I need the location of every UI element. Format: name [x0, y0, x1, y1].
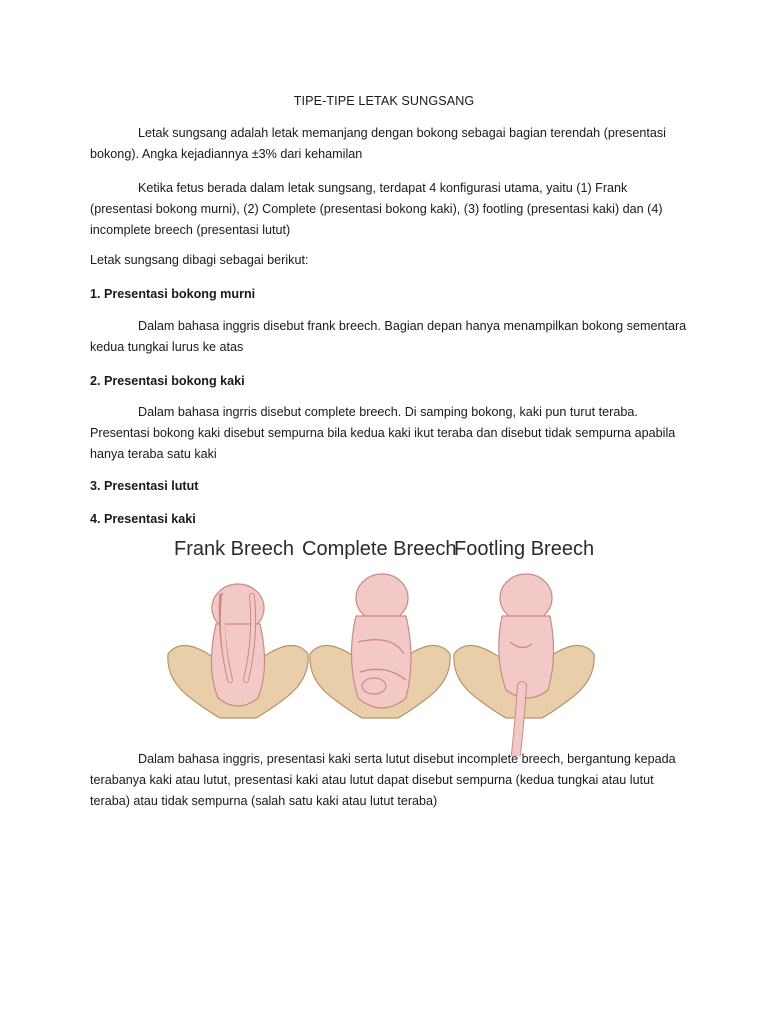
- document-title: TIPE-TIPE LETAK SUNGSANG: [293, 94, 475, 108]
- paragraph-frank: Dalam bahasa inggris disebut frank breech. Bagian depan hanya menampilkan bokong sementara kedua tungkai lurus ke atas: [90, 319, 687, 354]
- heading-lutut: 3. Presentasi lutut: [90, 479, 199, 493]
- label-footling-breech: Footling Breech: [454, 538, 595, 560]
- heading-complete: 2. Presentasi bokong kaki: [90, 374, 245, 388]
- paragraph-complete: Dalam bahasa ingrris disebut complete breech. Di samping bokong, kaki pun turut teraba. Presentasi bokong kaki disebut sempurna bila kedua kaki ikut teraba dan disebut tidak sempurna apabila hanya teraba satu kaki: [90, 405, 676, 461]
- breech-drawings: [160, 568, 600, 756]
- label-complete-breech: Complete Breech: [302, 538, 457, 560]
- paragraph-configurations: Ketika fetus berada dalam letak sungsang, terdapat 4 konfigurasi utama, yaitu (1) Frank (presentasi bokong murni), (2) Complete (presentasi bokong kaki), (3) footling (presentasi kaki) dan (4) incomplete breech (presentasi lutut): [90, 181, 663, 237]
- breech-illustration: [160, 538, 600, 756]
- complete-breech-drawing: [310, 574, 450, 718]
- heading-frank: 1. Presentasi bokong murni: [90, 287, 256, 301]
- heading-kaki: 4. Presentasi kaki: [90, 512, 196, 526]
- frank-breech-drawing: [168, 584, 308, 718]
- footling-breech-drawing: [454, 574, 594, 754]
- paragraph-division: Letak sungsang dibagi sebagai berikut:: [90, 253, 309, 267]
- paragraph-incomplete: Dalam bahasa inggris, presentasi kaki serta lutut disebut incomplete breech, bergantung kepada terabanya kaki atau lutut, presentasi kaki atau lutut dapat disebut sempurna (kedua tungkai atau lutut teraba) atau tidak sempurna (salah satu kaki atau lutut teraba): [90, 752, 676, 808]
- label-frank-breech: Frank Breech: [174, 538, 295, 560]
- paragraph-definition: Letak sungsang adalah letak memanjang dengan bokong sebagai bagian terendah (presentasi bokong). Angka kejadiannya ±3% dari kehamilan: [90, 126, 666, 161]
